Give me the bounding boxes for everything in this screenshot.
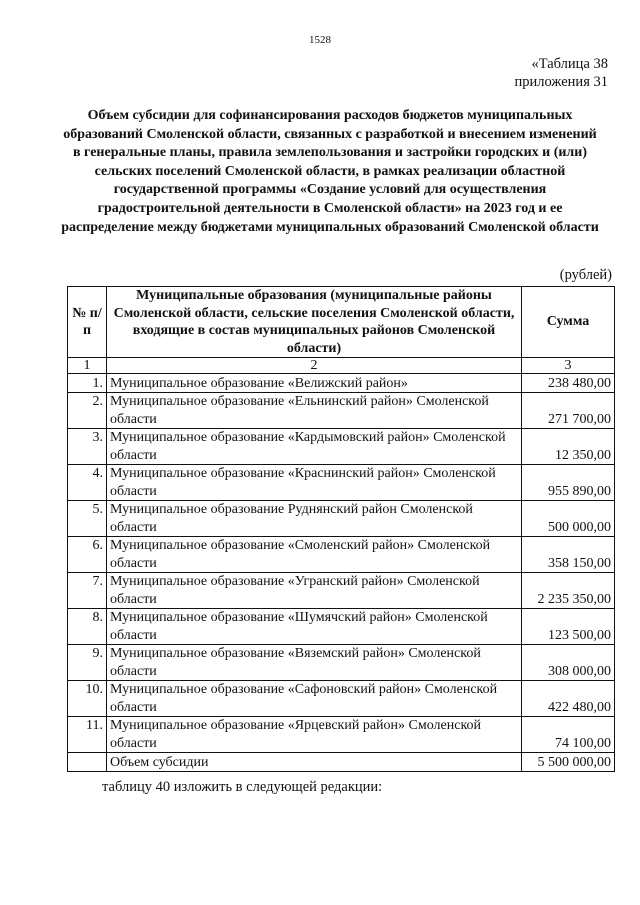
- table-row: [68, 537, 615, 573]
- table-row: [68, 465, 615, 501]
- row-municipality: Муниципальное образование «Ельнинский район» Смоленской области: [107, 393, 522, 429]
- row-amount: 358 150,00: [522, 537, 615, 573]
- table-header-row: [68, 287, 615, 358]
- page-number: 1528: [309, 34, 331, 46]
- row-number: 6.: [68, 537, 107, 573]
- row-amount: 308 000,00: [522, 645, 615, 681]
- row-municipality: Муниципальное образование «Кардымовский район» Смоленской области: [107, 429, 522, 465]
- row-number: 9.: [68, 645, 107, 681]
- total-label: Объем субсидии: [107, 753, 522, 772]
- row-amount: 12 350,00: [522, 429, 615, 465]
- row-number: 5.: [68, 501, 107, 537]
- row-amount: 238 480,00: [522, 374, 615, 393]
- table-row: [68, 429, 615, 465]
- total-amount: 5 500 000,00: [522, 753, 615, 772]
- row-number: 8.: [68, 609, 107, 645]
- document-title: Объем субсидии для софинансирования расходов бюджетов муниципальных образований Смоленской области, связанных с разработкой и внесением изменений в генеральные планы, правила землепользования и застройки городских и (или) сельских поселений Смоленской области, в рамках реализации областной государственной программы «Создание условий для осуществления градостроительной деятельности в Смоленской области» на 2023 год и ее распределение между бюджетами муниципальных образований Смоленской области: [61, 108, 599, 235]
- table-row: [68, 717, 615, 753]
- row-number: 11.: [68, 717, 107, 753]
- footer-instruction: таблицу 40 изложить в следующей редакции:: [102, 779, 383, 795]
- row-number: 2.: [68, 393, 107, 429]
- table-row: [68, 573, 615, 609]
- table-row: [68, 393, 615, 429]
- row-municipality: Муниципальное образование «Сафоновский район» Смоленской области: [107, 681, 522, 717]
- row-number: 3.: [68, 429, 107, 465]
- header-number: № п/п: [68, 287, 107, 358]
- column-index-row: [68, 358, 615, 374]
- table-row: [68, 681, 615, 717]
- column-index: 3: [522, 358, 615, 374]
- table-row: [68, 374, 615, 393]
- row-amount: 74 100,00: [522, 717, 615, 753]
- row-municipality: Муниципальное образование «Вяземский район» Смоленской области: [107, 645, 522, 681]
- table-row: [68, 501, 615, 537]
- currency-unit: (рублей): [559, 267, 612, 283]
- header-amount: Сумма: [522, 287, 615, 358]
- column-index: 2: [107, 358, 522, 374]
- row-amount: 271 700,00: [522, 393, 615, 429]
- total-row: [68, 753, 615, 772]
- row-amount: 500 000,00: [522, 501, 615, 537]
- row-municipality: Муниципальное образование Руднянский район Смоленской области: [107, 501, 522, 537]
- row-amount: 123 500,00: [522, 609, 615, 645]
- row-amount: 2 235 350,00: [522, 573, 615, 609]
- appendix-reference: [515, 55, 608, 91]
- row-municipality: Муниципальное образование «Ярцевский район» Смоленской области: [107, 717, 522, 753]
- subsidy-table: [67, 286, 615, 772]
- row-number: 4.: [68, 465, 107, 501]
- row-number: 10.: [68, 681, 107, 717]
- appendix-table-label: «Таблица 38: [531, 56, 608, 72]
- row-municipality: Муниципальное образование «Угранский район» Смоленской области: [107, 573, 522, 609]
- row-amount: 422 480,00: [522, 681, 615, 717]
- appendix-attachment-label: приложения 31: [514, 74, 608, 90]
- row-municipality: Муниципальное образование «Велижский район»: [107, 374, 522, 393]
- total-number-cell: [68, 753, 107, 772]
- row-amount: 955 890,00: [522, 465, 615, 501]
- row-municipality: Муниципальное образование «Смоленский район» Смоленской области: [107, 537, 522, 573]
- column-index: 1: [68, 358, 107, 374]
- header-municipality: Муниципальные образования (муниципальные районы Смоленской области, сельские поселения Смоленской области, входящие в состав муниципальных районов Смоленской области): [107, 287, 522, 358]
- row-number: 1.: [68, 374, 107, 393]
- row-number: 7.: [68, 573, 107, 609]
- table-row: [68, 609, 615, 645]
- row-municipality: Муниципальное образование «Шумячский район» Смоленской области: [107, 609, 522, 645]
- row-municipality: Муниципальное образование «Краснинский район» Смоленской области: [107, 465, 522, 501]
- table-row: [68, 645, 615, 681]
